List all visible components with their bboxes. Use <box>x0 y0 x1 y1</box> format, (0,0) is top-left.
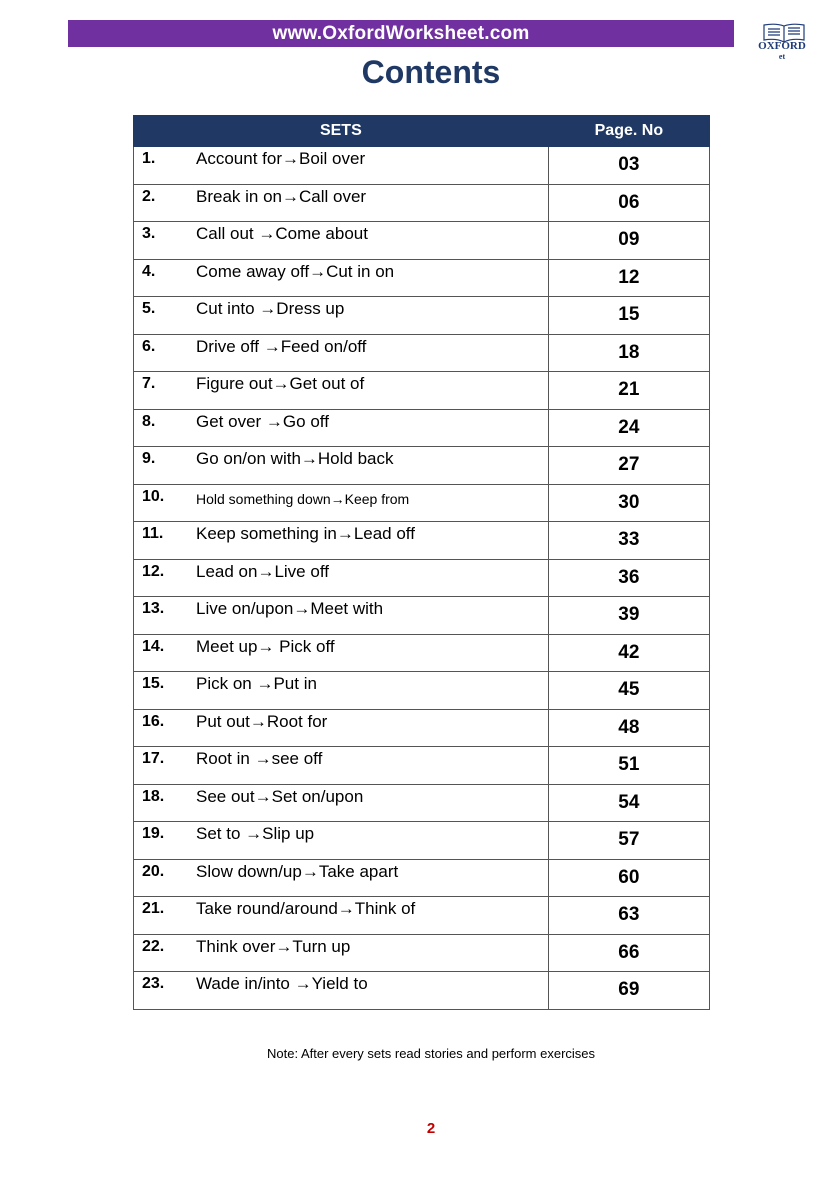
set-cell <box>134 147 549 185</box>
set-range-label: Pick on →Put in <box>196 674 317 694</box>
table-row <box>134 897 710 935</box>
set-number: 3. <box>142 225 156 243</box>
set-number: 4. <box>142 262 156 280</box>
page-number-cell: 39 <box>548 597 709 635</box>
set-number: 7. <box>142 375 156 393</box>
table-header-row <box>134 116 710 147</box>
set-number: 11. <box>142 525 164 543</box>
page-number-cell: 42 <box>548 634 709 672</box>
table-row <box>134 484 710 522</box>
set-range-label: Keep something in→Lead off <box>196 524 415 544</box>
page-number-cell: 24 <box>548 409 709 447</box>
footer-note: Note: After every sets read stories and perform exercises <box>266 1046 596 1061</box>
set-range-label: Figure out→Get out of <box>196 374 365 394</box>
table-row <box>134 822 710 860</box>
table-row <box>134 709 710 747</box>
set-range-label: Meet up→ Pick off <box>196 636 335 656</box>
table-row <box>134 934 710 972</box>
set-number: 5. <box>142 300 156 318</box>
set-number: 1. <box>142 150 156 168</box>
set-range-label: Wade in/into →Yield to <box>196 974 368 994</box>
set-cell <box>134 372 549 410</box>
set-cell <box>134 934 549 972</box>
set-cell <box>134 484 549 522</box>
set-number: 10. <box>142 487 165 505</box>
contents-table <box>133 115 710 1010</box>
set-range-label: Go on/on with→Hold back <box>196 449 394 469</box>
set-number: 13. <box>142 600 165 618</box>
page-number-cell: 12 <box>548 259 709 297</box>
set-range-label: Root in →see off <box>196 749 323 769</box>
set-range-label: Drive off →Feed on/off <box>196 336 367 356</box>
set-number: 6. <box>142 337 156 355</box>
set-number: 14. <box>142 637 165 655</box>
table-row <box>134 447 710 485</box>
table-row <box>134 297 710 335</box>
set-number: 22. <box>142 937 165 955</box>
set-number: 21. <box>142 900 165 918</box>
sets-column-header: SETS <box>134 116 549 147</box>
page-number-cell: 51 <box>548 747 709 785</box>
site-url-banner: www.OxfordWorksheet.com <box>68 20 734 47</box>
set-range-label: Cut into →Dress up <box>196 299 345 319</box>
set-range-label: Take round/around→Think of <box>196 899 416 919</box>
table-row <box>134 334 710 372</box>
table-row <box>134 147 710 185</box>
set-range-label: Slow down/up→Take apart <box>196 861 399 881</box>
set-range-label: Live on/upon→Meet with <box>196 599 384 619</box>
table-row <box>134 409 710 447</box>
page-number-cell: 03 <box>548 147 709 185</box>
set-cell <box>134 334 549 372</box>
table-row <box>134 372 710 410</box>
set-cell <box>134 522 549 560</box>
page-number-cell: 66 <box>548 934 709 972</box>
table-row <box>134 747 710 785</box>
set-cell <box>134 897 549 935</box>
set-cell <box>134 709 549 747</box>
page-number-cell: 57 <box>548 822 709 860</box>
page-number-cell: 15 <box>548 297 709 335</box>
set-number: 18. <box>142 787 165 805</box>
set-number: 23. <box>142 975 165 993</box>
page-column-header: Page. No <box>548 116 709 147</box>
set-range-label: See out→Set on/upon <box>196 786 364 806</box>
set-cell <box>134 859 549 897</box>
table-row <box>134 522 710 560</box>
set-range-label: Get over →Go off <box>196 411 329 431</box>
set-number: 8. <box>142 412 156 430</box>
page-number-cell: 36 <box>548 559 709 597</box>
page-number-cell: 27 <box>548 447 709 485</box>
set-cell <box>134 297 549 335</box>
set-cell <box>134 672 549 710</box>
page-number-cell: 63 <box>548 897 709 935</box>
set-cell <box>134 447 549 485</box>
set-range-label: Break in on→Call over <box>196 186 367 206</box>
page-number-cell: 33 <box>548 522 709 560</box>
set-cell <box>134 597 549 635</box>
table-row <box>134 672 710 710</box>
page-number-cell: 60 <box>548 859 709 897</box>
set-number: 20. <box>142 862 165 880</box>
page-number-cell: 06 <box>548 184 709 222</box>
table-row <box>134 184 710 222</box>
set-number: 12. <box>142 562 165 580</box>
table-row <box>134 972 710 1010</box>
set-range-label: Set to →Slip up <box>196 824 315 844</box>
logo-wordmark: OXFORD <box>758 40 806 52</box>
set-range-label: Lead on→Live off <box>196 561 329 581</box>
set-range-label: Account for→Boil over <box>196 149 366 169</box>
page-number-cell: 48 <box>548 709 709 747</box>
set-number: 15. <box>142 675 165 693</box>
page-number-cell: 18 <box>548 334 709 372</box>
set-cell <box>134 634 549 672</box>
set-range-label: Call out →Come about <box>196 224 368 244</box>
table-row <box>134 859 710 897</box>
page-number-cell: 54 <box>548 784 709 822</box>
set-cell <box>134 559 549 597</box>
set-number: 9. <box>142 450 156 468</box>
set-number: 19. <box>142 825 165 843</box>
logo-subtext: et <box>778 52 786 61</box>
set-cell <box>134 784 549 822</box>
set-range-label: Think over→Turn up <box>196 936 351 956</box>
set-number: 16. <box>142 712 165 730</box>
set-cell <box>134 972 549 1010</box>
table-row <box>134 559 710 597</box>
set-cell <box>134 409 549 447</box>
contents-table-body <box>134 147 710 1010</box>
page-number-cell: 30 <box>548 484 709 522</box>
set-range-label: Come away off→Cut in on <box>196 261 395 281</box>
table-row <box>134 222 710 260</box>
set-cell <box>134 184 549 222</box>
set-cell <box>134 822 549 860</box>
page-number-cell: 45 <box>548 672 709 710</box>
table-row <box>134 634 710 672</box>
set-number: 17. <box>142 750 165 768</box>
set-cell <box>134 747 549 785</box>
table-row <box>134 784 710 822</box>
set-cell <box>134 222 549 260</box>
page-number: 2 <box>426 1120 436 1137</box>
page-title: Contents <box>361 54 501 90</box>
set-range-label: Put out→Root for <box>196 711 328 731</box>
set-number: 2. <box>142 187 156 205</box>
page-number-cell: 69 <box>548 972 709 1010</box>
set-cell <box>134 259 549 297</box>
table-row <box>134 259 710 297</box>
table-row <box>134 597 710 635</box>
page-number-cell: 09 <box>548 222 709 260</box>
set-range-label: Hold something down→Keep from <box>196 490 410 507</box>
page-number-cell: 21 <box>548 372 709 410</box>
